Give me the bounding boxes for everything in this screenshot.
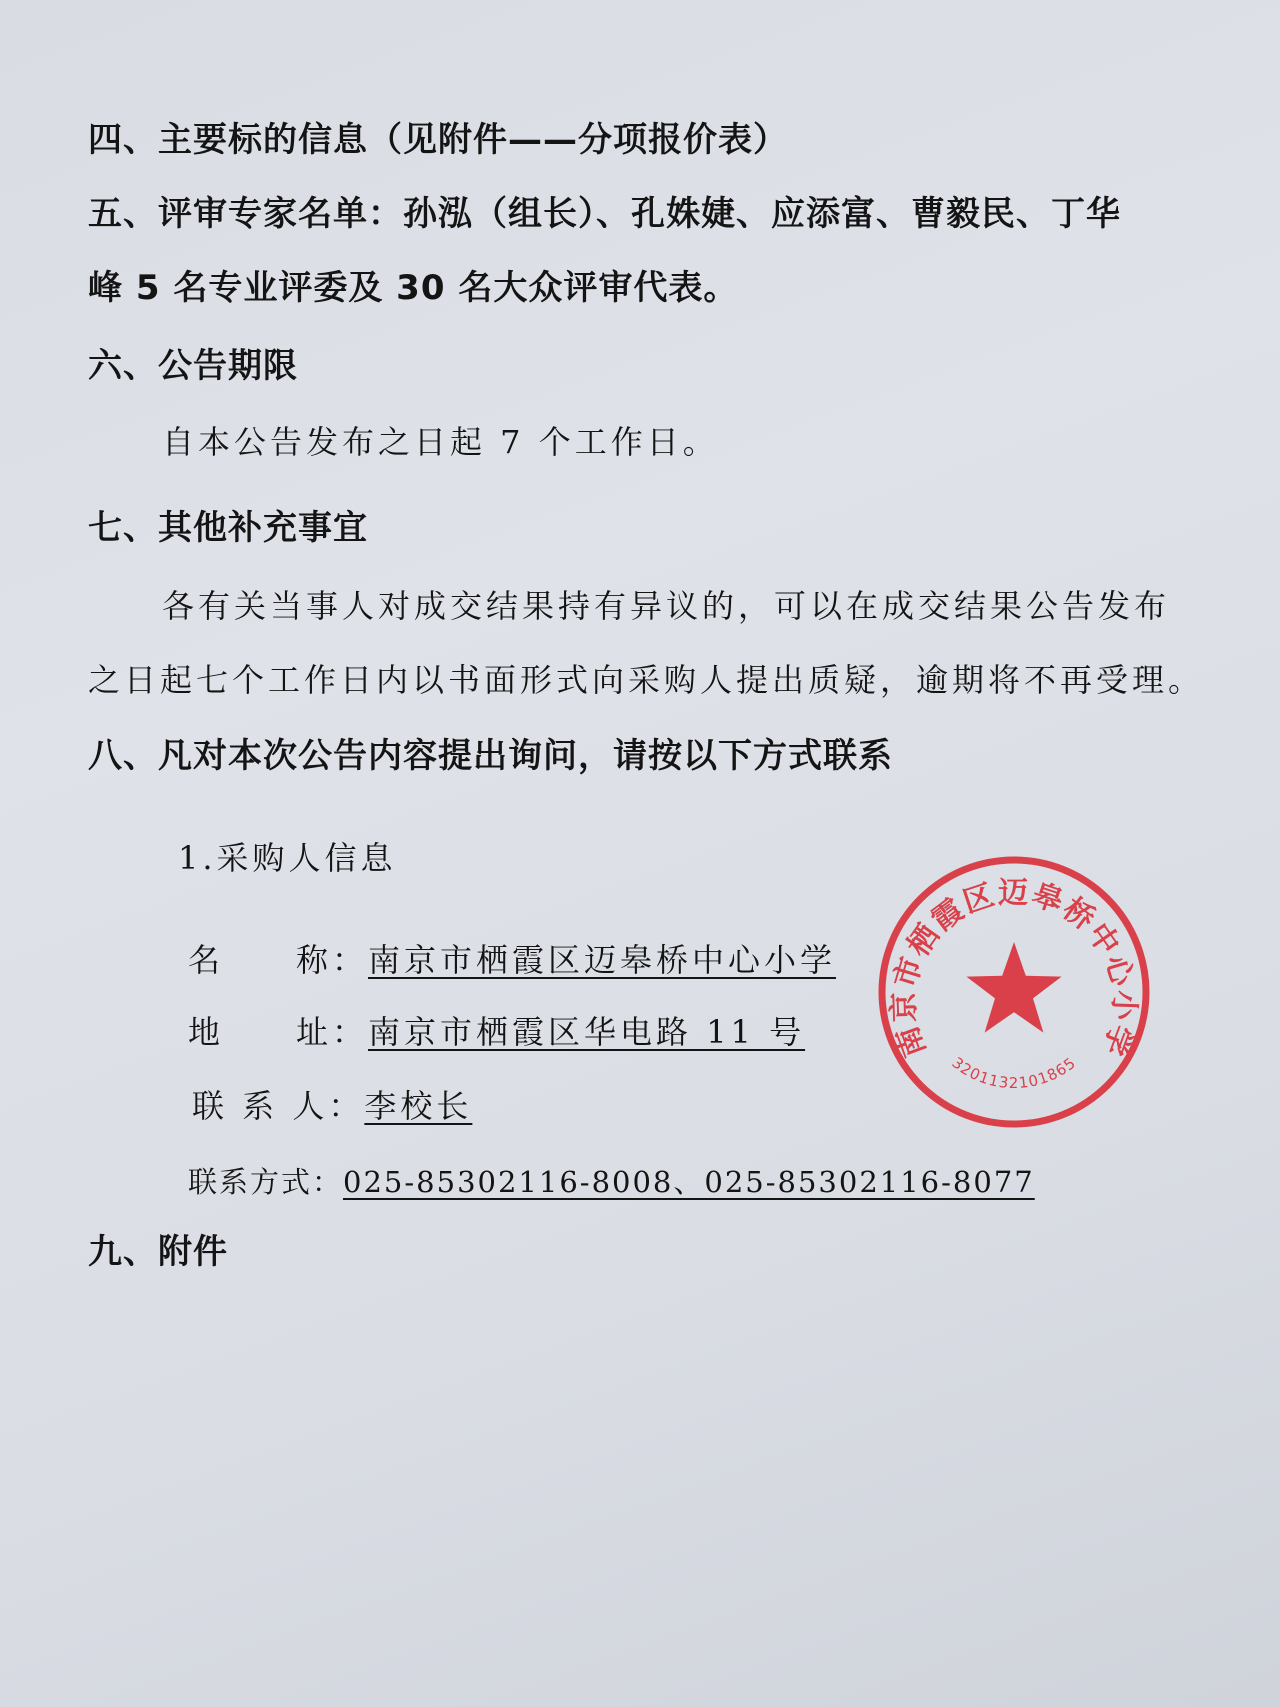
purchaser-contact-label: 联 系 人： (192, 1087, 365, 1125)
purchaser-address-value: 南京市栖霞区华电路 11 号 (368, 1013, 806, 1051)
purchaser-phone-value: 025-85302116-8008、025-85302116-8077 (343, 1165, 1035, 1199)
seal-star-icon (966, 942, 1061, 1033)
section-5-line-1: 五、评审专家名单：孙泓（组长）、孔姝婕、应添富、曹毅民、丁华 (88, 194, 1121, 234)
purchaser-phone-row (188, 1160, 1035, 1204)
section-7-body-line-1: 各有关当事人对成交结果持有异议的，可以在成交结果公告发布 (162, 587, 1171, 625)
purchaser-address-row (188, 1010, 805, 1054)
purchaser-address-label: 地 址： (188, 1013, 369, 1051)
section-6-body: 自本公告发布之日起 7 个工作日。 (162, 423, 719, 461)
section-7-heading: 七、其他补充事宜 (88, 508, 368, 548)
svg-text:3201132101865 (949, 1054, 1080, 1092)
official-seal-stamp (874, 852, 1154, 1132)
purchaser-phone-label: 联系方式： (188, 1165, 344, 1199)
purchaser-name-value: 南京市栖霞区迈皋桥中心小学 (368, 941, 837, 979)
section-5-line-2: 峰 5 名专业评委及 30 名大众评审代表。 (88, 268, 739, 308)
purchaser-name-row (188, 938, 836, 982)
purchaser-name-label: 名 称： (188, 941, 369, 979)
section-4-heading: 四、主要标的信息（见附件——分项报价表） (88, 120, 788, 160)
section-9-heading: 九、附件 (88, 1232, 228, 1272)
purchaser-contact-row (192, 1084, 472, 1128)
section-6-heading: 六、公告期限 (88, 346, 298, 386)
purchaser-contact-value: 李校长 (364, 1087, 473, 1125)
section-7-body-line-2: 之日起七个工作日内以书面形式向采购人提出质疑，逾期将不再受理。 (88, 661, 1205, 699)
seal-code-text: 3201132101865 (948, 1053, 1080, 1093)
purchaser-info-subheading: 1.采购人信息 (178, 839, 397, 877)
section-8-heading: 八、凡对本次公告内容提出询问，请按以下方式联系 (88, 736, 893, 776)
seal-name-text: 南京市栖霞区迈皋桥中心小学 (886, 875, 1142, 1062)
